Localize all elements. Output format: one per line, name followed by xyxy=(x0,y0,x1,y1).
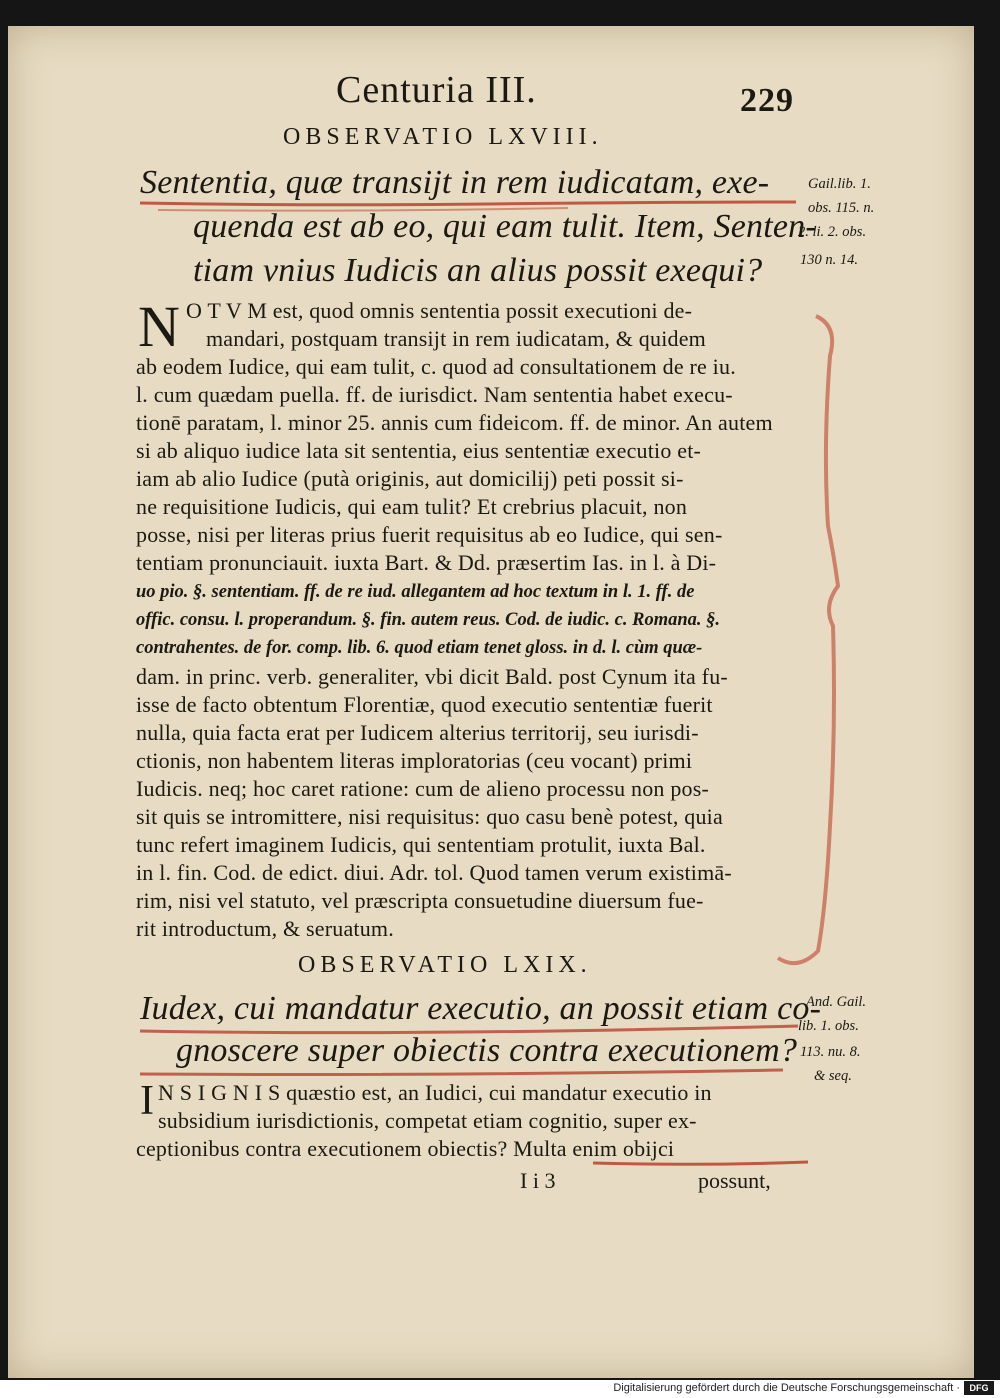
obs-heading-lxviii: OBSERVATIO LXVIII. xyxy=(283,124,603,150)
text-line: rim, nisi vel statuto, vel præscripta consuetudine diuersum fue- xyxy=(136,888,704,913)
margin-note-line: lib. 1. obs. xyxy=(798,1018,859,1034)
text-line: l. cum quædam puella. ff. de iurisdict. Nam sententia habet execu- xyxy=(136,382,733,407)
side-bracket xyxy=(778,316,838,963)
margin-note-line: obs. 115. n. xyxy=(808,200,875,216)
summary-line: quenda est ab eo, qui eam tulit. Item, Senten- xyxy=(193,208,817,245)
text-line: ab eodem Iudice, qui eam tulit, c. quod ad consultationem de re iu. xyxy=(136,354,736,379)
summary-line: gnoscere super obiectis contra executionem? xyxy=(176,1032,798,1069)
margin-note-line: Gail.lib. 1. xyxy=(808,176,871,192)
text-line: nulla, quia facta erat per Iudicem alterius territorij, seu iurisdi- xyxy=(136,720,699,745)
text-line: iam ab alio Iudice (putà originis, aut domicilij) peti possit si- xyxy=(136,466,684,491)
text-line: in l. fin. Cod. de edict. diui. Adr. tol. Quod tamen verum existimā- xyxy=(136,860,732,885)
text-line: sit quis se intromittere, nisi requisitus: quo casu benè potest, quia xyxy=(136,804,723,829)
text-line: offic. consu. l. properandum. §. fin. autem reus. Cod. de iudic. c. Romana. §. xyxy=(136,610,720,630)
text-line: dam. in princ. verb. generaliter, vbi dicit Bald. post Cynum ita fu- xyxy=(136,664,728,689)
underline-obs2-2 xyxy=(140,1070,783,1075)
drop-cap: N xyxy=(138,294,180,359)
running-title: Centuria III. xyxy=(336,69,537,111)
book-page xyxy=(8,26,974,1378)
text-line: subsidium iurisdictionis, competat etiam cognitio, super ex- xyxy=(158,1108,697,1133)
text-line: rit introductum, & seruatum. xyxy=(136,916,394,941)
margin-note-line: And. Gail. xyxy=(806,994,867,1010)
summary-line: tiam vnius Iudicis an alius possit exequi? xyxy=(193,252,763,289)
text-line: N S I G N I S quæstio est, an Iudici, cui mandatur executio in xyxy=(158,1080,712,1105)
summary-line: Iudex, cui mandatur executio, an possit etiam co- xyxy=(140,990,822,1027)
drop-cap: I xyxy=(140,1078,154,1124)
text-line: mandari, postquam transijt in rem iudicatam, & quidem xyxy=(206,326,706,351)
summary-line: Sententia, quæ transijt in rem iudicatam, exe- xyxy=(140,164,770,201)
text-line: ne requisitione Iudicis, qui eam tulit? Et crebrius placuit, non xyxy=(136,494,688,519)
text-line: tionē paratam, l. minor 25. annis cum fideicom. ff. de minor. An autem xyxy=(136,410,773,435)
text-line: uo pio. §. sententiam. ff. de re iud. allegantem ad hoc textum in l. 1. ff. de xyxy=(136,582,695,602)
text-line: O T V M est, quod omnis sententia possit executioni de- xyxy=(186,298,693,323)
margin-note-line: 2. li. 2. obs. xyxy=(798,224,867,240)
catchword: possunt, xyxy=(698,1168,771,1193)
margin-note-line: 130 n. 14. xyxy=(800,252,858,268)
text-line: si ab aliquo iudice lata sit sententia, eius sententiæ executio et- xyxy=(136,438,702,463)
text-line: posse, nisi per literas prius fuerit requisitus ab eo Iudice, qui sen- xyxy=(136,522,723,547)
text-line: tunc refert imaginem Iudicis, qui sententiam protulit, iuxta Bal. xyxy=(136,832,706,857)
margin-note-line: 113. nu. 8. xyxy=(800,1044,861,1060)
text-line: Iudicis. neq; hoc caret ratione: cum de alieno processu non pos- xyxy=(136,776,710,801)
page-number: 229 xyxy=(740,82,794,119)
obs-heading-lxix: OBSERVATIO LXIX. xyxy=(298,952,592,978)
underline-obs1 xyxy=(140,202,796,205)
signature-mark: I i 3 xyxy=(520,1168,556,1193)
text-line: isse de facto obtentum Florentiæ, quod executio sententiæ fuerit xyxy=(136,692,713,717)
underline-multa xyxy=(593,1162,808,1164)
funding-credit: Digitalisierung gefördert durch die Deutsche Forschungsgemeinschaft · xyxy=(613,1382,960,1394)
text-line: contrahentes. de for. comp. lib. 6. quod etiam tenet gloss. in d. l. cùm quæ- xyxy=(136,638,703,658)
dfg-logo: DFG xyxy=(964,1381,994,1395)
text-line: ctionis, non habentem literas imploratorias (ceu vocant) primi xyxy=(136,748,693,773)
text-line: ceptionibus contra executionem obiectis? Multa enim obijci xyxy=(136,1136,675,1161)
text-line: tentiam pronunciauit. iuxta Bart. & Dd. præsertim Ias. in l. à Di- xyxy=(136,550,717,575)
margin-note-line: & seq. xyxy=(814,1068,852,1084)
